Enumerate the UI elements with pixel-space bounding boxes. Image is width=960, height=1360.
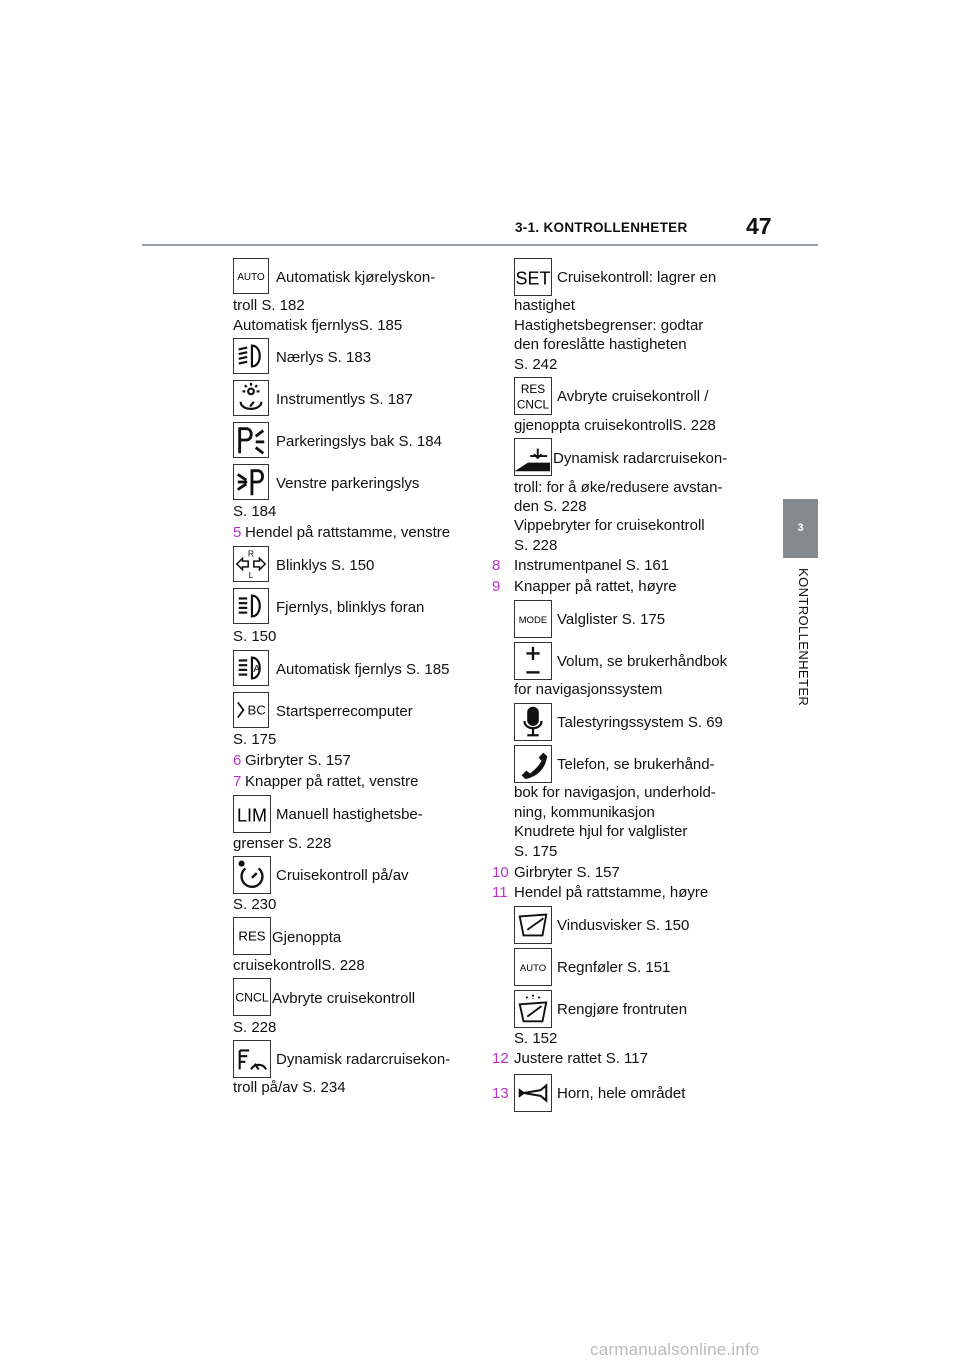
svg-text:RES: RES — [520, 382, 546, 397]
item-number-12: 12 — [492, 1050, 509, 1067]
svg-text:CNCL: CNCL — [516, 397, 550, 412]
auto-icon — [233, 258, 269, 294]
wiper-icon — [514, 906, 552, 944]
voice-label: Talestyringssystem S. 69 — [557, 714, 723, 731]
resume-label: Gjenoppta — [272, 929, 342, 946]
volume-icon — [514, 642, 552, 680]
header-rule — [142, 244, 818, 246]
res-icon — [233, 917, 271, 955]
radar-distance-label-2: troll: for å øke/redusere avstan- — [514, 479, 723, 496]
res-cncl-ref: gjenoppta cruisekontrollS. 228 — [514, 417, 716, 434]
radar-cruise-onoff-icon — [233, 1040, 271, 1078]
item-10-label: Girbryter S. 157 — [514, 864, 620, 881]
high-beam-icon — [233, 588, 269, 624]
phone-label-2: bok for navigasjon, underhold- — [514, 784, 716, 801]
set-label-4: den foreslåtte hastigheten — [514, 336, 687, 353]
high-beam-ref: S. 150 — [233, 628, 277, 645]
washer-ref: S. 152 — [514, 1030, 558, 1047]
item-number-6: 6 — [233, 752, 242, 769]
low-beam-label: Nærlys S. 183 — [276, 349, 372, 366]
set-label-2: hastighet — [514, 297, 575, 314]
cancel-ref: S. 228 — [233, 1019, 277, 1036]
rain-label: Regnføler S. 151 — [557, 959, 671, 976]
svg-text:AUTO: AUTO — [519, 962, 547, 974]
svg-text:MODE: MODE — [518, 614, 548, 626]
parking-rear-icon — [233, 422, 269, 458]
blinkers-icon — [233, 546, 269, 582]
item-8-label: Instrumentpanel S. 161 — [514, 557, 670, 574]
auto-high-beam-label: Automatisk fjernlys S. 185 — [276, 661, 450, 678]
res-cncl-label: Avbryte cruisekontroll / — [557, 388, 709, 405]
volume-label-2: for navigasjonssystem — [514, 681, 663, 698]
set-label: Cruisekontroll: lagrer en — [557, 269, 717, 286]
rain-sensor-icon — [514, 948, 552, 986]
high-beam-label: Fjernlys, blinklys foran — [276, 599, 425, 616]
washer-icon — [514, 990, 552, 1028]
svg-text:A: A — [253, 663, 261, 675]
svg-text:CNCL: CNCL — [235, 990, 269, 1005]
instrument-lights-label: Instrumentlys S. 187 — [276, 391, 413, 408]
microphone-icon — [514, 703, 552, 741]
auto-highbeam-label: Automatisk fjernlysS. 185 — [233, 317, 403, 334]
item-number-13: 13 — [492, 1085, 509, 1102]
svg-text:RES: RES — [238, 928, 266, 944]
auto-high-beam-icon — [233, 650, 269, 686]
item-9-label: Knapper på rattet, høyre — [514, 578, 677, 595]
chapter-tab[interactable]: 3 — [783, 499, 818, 558]
svg-text:R: R — [247, 548, 255, 559]
radar-distance-label: Dynamisk radarcruisekon- — [553, 450, 728, 467]
svg-text:SET: SET — [515, 268, 551, 289]
phone-ref: S. 175 — [514, 843, 558, 860]
immobiliser-ref: S. 175 — [233, 731, 277, 748]
item-number-5: 5 — [233, 524, 242, 541]
svg-text:AUTO: AUTO — [237, 271, 265, 283]
cncl-icon — [233, 978, 271, 1016]
cancel-label: Avbryte cruisekontroll — [272, 990, 416, 1007]
item-number-10: 10 — [492, 864, 509, 881]
phone-icon — [514, 745, 552, 783]
cruise-onoff-icon — [233, 856, 271, 894]
radar-onoff-ref: troll på/av S. 234 — [233, 1079, 346, 1096]
radar-distance-ref: den S. 228 — [514, 498, 587, 515]
cruise-onoff-label: Cruisekontroll på/av — [276, 867, 409, 884]
footer-watermark: carmanualsonline.info — [590, 1340, 760, 1359]
svg-text:L: L — [248, 570, 254, 581]
mode-icon — [514, 600, 552, 638]
auto-headlights-label: Automatisk kjørelyskon- — [276, 269, 436, 286]
horn-label: Horn, hele området — [557, 1085, 686, 1102]
item-6-label: Girbryter S. 157 — [245, 752, 351, 769]
phone-label-3: ning, kommunikasjon — [514, 804, 655, 821]
washer-label: Rengjøre frontruten — [557, 1001, 688, 1018]
parking-rear-label: Parkeringslys bak S. 184 — [276, 433, 442, 450]
radar-distance-icon — [514, 438, 552, 476]
item-11-label: Hendel på rattstamme, høyre — [514, 884, 709, 901]
item-number-9: 9 — [492, 578, 501, 595]
item-number-11: 11 — [492, 884, 508, 901]
item-7-label: Knapper på rattet, venstre — [245, 773, 419, 790]
chapter-side-label: KONTROLLENHETER — [796, 568, 811, 707]
resume-ref: cruisekontrollS. 228 — [233, 957, 365, 974]
phone-label: Telefon, se brukerhånd- — [557, 756, 715, 773]
phone-label-4: Knudrete hjul for valglister — [514, 823, 688, 840]
item-5-label: Hendel på rattstamme, venstre — [245, 524, 451, 541]
parking-left-ref: S. 184 — [233, 503, 277, 520]
immobiliser-icon — [233, 692, 269, 728]
parking-left-label: Venstre parkeringslys — [276, 475, 420, 492]
radar-onoff-label: Dynamisk radarcruisekon- — [276, 1051, 451, 1068]
item-12-label: Justere rattet S. 117 — [514, 1050, 648, 1067]
set-label-3: Hastighetsbegrenser: godtar — [514, 317, 704, 334]
res-cncl-icon — [514, 377, 552, 415]
low-beam-icon — [233, 338, 269, 374]
horn-icon — [514, 1074, 552, 1112]
section-title: 3-1. KONTROLLENHETER — [515, 220, 688, 235]
volume-label: Volum, se brukerhåndbok — [557, 653, 728, 670]
instrument-lights-icon — [233, 380, 269, 416]
lim-icon — [233, 795, 271, 833]
set-icon — [514, 258, 552, 296]
item-number-7: 7 — [233, 773, 242, 790]
limiter-ref: grenser S. 228 — [233, 835, 332, 852]
immobiliser-label: Startsperrecomputer — [276, 703, 413, 720]
radar-distance-ref-2: S. 228 — [514, 537, 558, 554]
blinkers-label: Blinklys S. 150 — [276, 557, 375, 574]
parking-left-icon — [233, 464, 269, 500]
limiter-label: Manuell hastighetsbe- — [276, 806, 423, 823]
radar-distance-label-4: Vippebryter for cruisekontroll — [514, 517, 705, 534]
set-ref: S. 242 — [514, 356, 558, 373]
auto-headlights-ref: troll S. 182 — [233, 297, 305, 314]
wiper-label: Vindusvisker S. 150 — [557, 917, 690, 934]
cruise-onoff-ref: S. 230 — [233, 896, 277, 913]
svg-text:LIM: LIM — [236, 805, 268, 826]
svg-text:BC: BC — [247, 702, 266, 718]
item-number-8: 8 — [492, 557, 501, 574]
mode-label: Valglister S. 175 — [557, 611, 666, 628]
page-number: 47 — [746, 213, 772, 239]
